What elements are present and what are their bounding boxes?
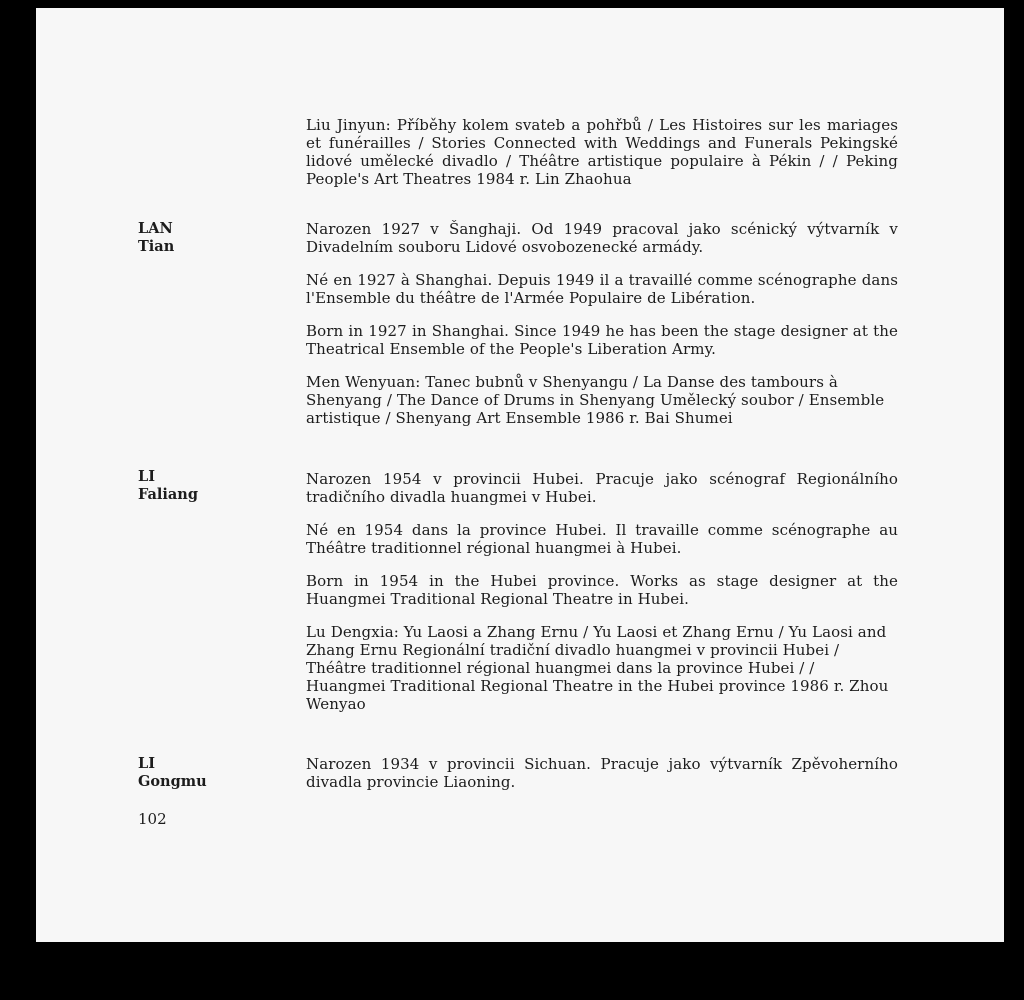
work-credit: Lu Dengxia: Yu Laosi a Zhang Ernu / Yu Laosi et Zhang Ernu / Yu Laosi and Zhang Ernu Regionální tradiční divadlo huangmei v provincii Hubei / Théâtre traditionnel régional huangmei dans la province Hubei / / Huangmei Traditional Regional Theatre in the Hubei province 1986 r. Zhou Wenyao <box>306 623 889 713</box>
bio-english: Born in 1954 in the Hubei province. Works as stage designer at the Huangmei Traditional Regional Theatre in Hubei. <box>306 572 898 608</box>
page-number: 102 <box>138 810 167 828</box>
artist-name <box>138 220 174 256</box>
work-credit: Men Wenyuan: Tanec bubnů v Shenyangu / La Danse des tambours à Shenyang / The Dance of Drums in Shenyang Umělecký soubor / Ensemble artistique / Shenyang Art Ensemble 1986 r. Bai Shumei <box>306 373 885 427</box>
artist-given-name: Tian <box>138 238 175 255</box>
bio-english: Born in 1927 in Shanghai. Since 1949 he has been the stage designer at the Theatrical Ensemble of the People's Liberation Army. <box>306 322 898 358</box>
bio-french: Né en 1927 à Shanghai. Depuis 1949 il a travaillé comme scénographe dans l'Ensemble du théâtre de l'Armée Populaire de Libération. <box>306 271 898 307</box>
artist-name <box>138 468 198 504</box>
artist-name <box>138 755 207 791</box>
artist-given-name: Faliang <box>138 486 198 503</box>
artist-surname: LI <box>138 468 155 485</box>
artist-entry <box>306 470 898 728</box>
artist-entry <box>306 220 898 442</box>
bio-french: Né en 1954 dans la province Hubei. Il travaille comme scénographe au Théâtre traditionnel régional huangmei à Hubei. <box>306 521 898 557</box>
bio-czech: Narozen 1934 v provincii Sichuan. Pracuje jako výtvarník Zpěvoherního divadla provincie Liaoning. <box>306 755 898 791</box>
bio-czech: Narozen 1927 v Šanghaji. Od 1949 pracoval jako scénický výtvarník v Divadelním souboru Lidové osvobozenecké armády. <box>306 220 898 256</box>
artist-surname: LAN <box>138 220 173 237</box>
document-page <box>36 8 1004 942</box>
artist-given-name: Gongmu <box>138 773 207 790</box>
intro-block <box>306 116 898 203</box>
artist-surname: LI <box>138 755 155 772</box>
bio-czech: Narozen 1954 v provincii Hubei. Pracuje jako scénograf Regionálního tradičního divadla huangmei v Hubei. <box>306 470 898 506</box>
work-credit: Liu Jinyun: Příběhy kolem svateb a pohřbů / Les Histoires sur les mariages et funérailles / Stories Connected with Weddings and Funerals Pekingské lidové umělecké divadlo / Théâtre artistique populaire à Pékin / / Peking People's Art Theatres 1984 r. Lin Zhaohua <box>306 116 898 188</box>
artist-entry <box>306 755 898 806</box>
